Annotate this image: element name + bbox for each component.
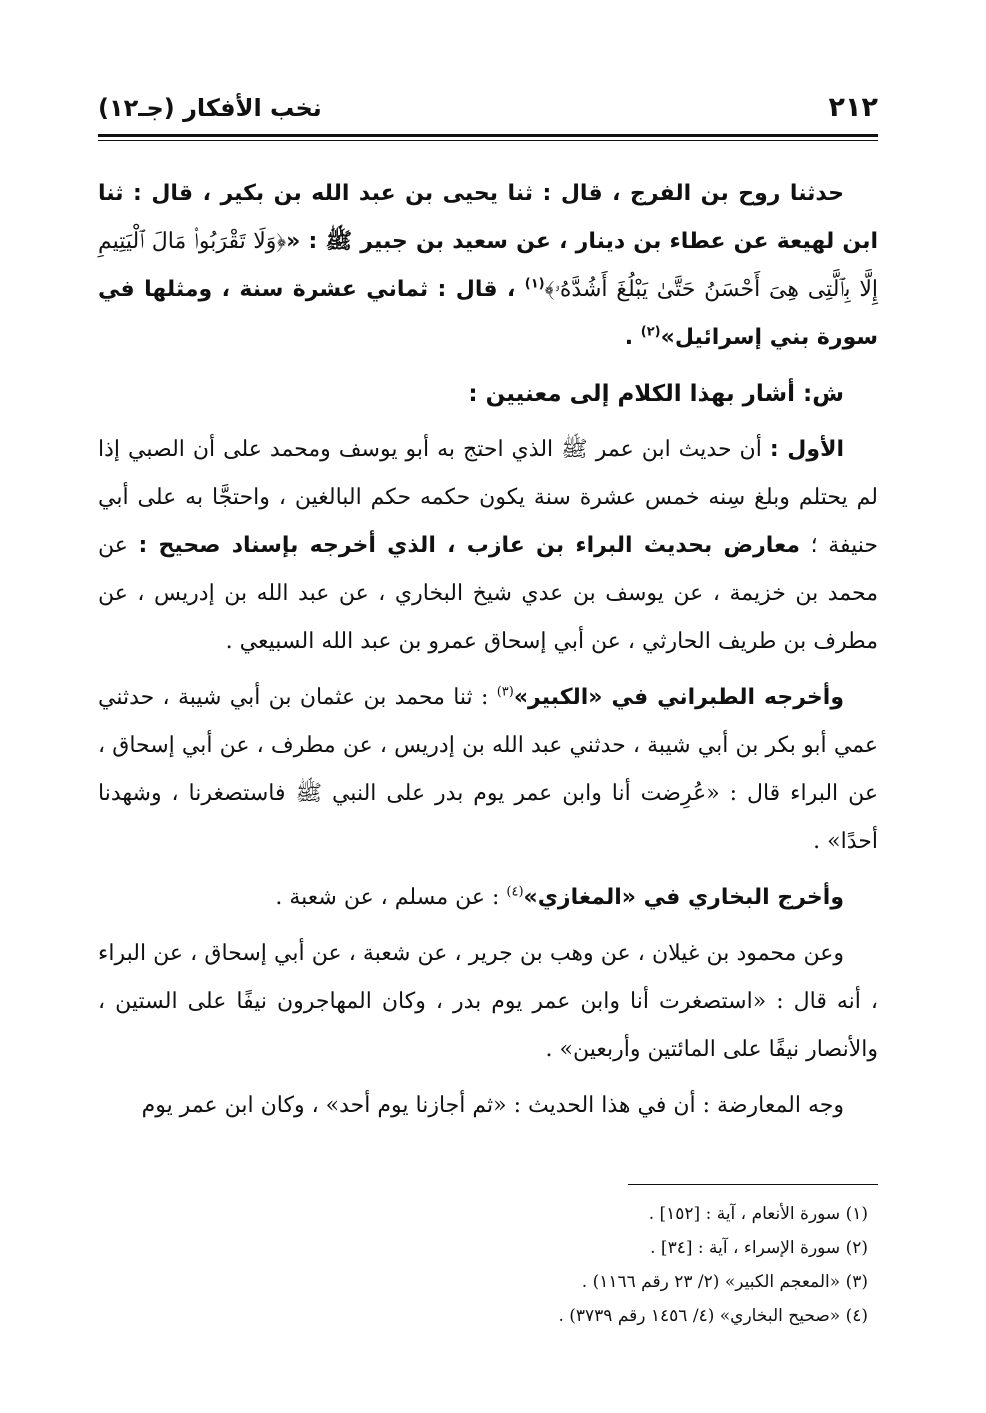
paragraph-tabarani	[98, 674, 878, 866]
header-rule	[98, 134, 878, 137]
p4-lead: وأخرج البخاري في «المغازي»	[523, 885, 844, 910]
paragraph-hadith-isnad	[98, 170, 878, 362]
document-page	[98, 88, 878, 1368]
paragraph-first-meaning	[98, 426, 878, 666]
footnote-2: (٢) سورة الإسراء ، آية : [٣٤] .	[650, 1238, 868, 1258]
section-heading: ش: أشار بهذا الكلام إلى معنيين :	[468, 381, 844, 407]
main-text	[98, 170, 878, 1138]
footnotes	[98, 1184, 878, 1333]
p1-text-b: ، قال : ثماني عشرة سنة ، ومثلها في سورة بني إسرائيل»	[98, 277, 878, 350]
footnote-ref-4[interactable]: (٤)	[506, 884, 524, 900]
paragraph-bukhari	[98, 874, 878, 922]
footnote-1: (١) سورة الأنعام ، آية : [١٥٢] .	[648, 1204, 868, 1224]
p2-lead: الأول :	[769, 437, 844, 462]
p2-text-b: عن محمد بن خزيمة ، عن يوسف بن عدي شيخ البخاري ، عن عبد الله بن إدريس ، عن مطرف بن طريف الحارثي ، عن أبي إسحاق عمرو بن عبد الله السبيعي .	[98, 533, 878, 654]
page-header	[98, 88, 878, 138]
paragraph-contradiction: وجه المعارضة : أن في هذا الحديث : «ثم أجازنا يوم أحد» ، وكان ابن عمر يوم	[141, 1093, 844, 1118]
footnote-ref-1[interactable]: (١)	[524, 276, 545, 292]
footnote-3: (٣) «المعجم الكبير» (٢/ ٢٣ رقم ١١٦٦) .	[581, 1272, 868, 1292]
running-title: نخب الأفكار (جـ١٢)	[98, 94, 322, 122]
paragraph-mahmud: وعن محمود بن غيلان ، عن وهب بن جرير ، عن شعبة ، عن أبي إسحاق ، عن البراء ، أنه قال : «استصغرت أنا وابن عمر يوم بدر ، وكان المهاجرون نيفًا على الستين ، والأنصار نيفًا على المائتين وأربعين» .	[98, 941, 878, 1062]
footnote-ref-2[interactable]: (٢)	[640, 324, 661, 340]
p4-text: : عن مسلم ، عن شعبة .	[275, 885, 507, 910]
footnote-ref-3[interactable]: (٣)	[496, 684, 514, 700]
p3-text: : ثنا محمد بن عثمان بن أبي شيبة ، حدثني عمي أبو بكر بن أبي شيبة ، حدثني عبد الله بن إدريس ، عن مطرف ، عن أبي إسحاق ، عن البراء قال : «عُرِضت أنا وابن عمر يوم بدر على النبي ﷺ فاستصغرنا ، وشهدنا أحدًا» .	[98, 685, 878, 854]
footnote-4: (٤) «صحيح البخاري» (٤/ ١٤٥٦ رقم ٣٧٣٩) .	[558, 1306, 868, 1326]
header-rule-thin	[98, 140, 878, 141]
p2-bold: معارض بحديث البراء بن عازب ، الذي أخرجه بإسناد صحيح :	[138, 533, 801, 558]
page-number: ٢١٢	[828, 92, 878, 123]
p1-text-a: حدثنا روح بن الفرج ، قال : ثنا يحيى بن عبد الله بن بكير ، قال : ثنا ابن لهيعة عن عطاء بن دينار ، عن سعيد بن جبير ﷺ : «	[98, 181, 878, 254]
p3-lead: وأخرجه الطبراني في «الكبير»	[513, 685, 844, 710]
footnote-rule	[628, 1184, 878, 1185]
p1-text-c: .	[624, 325, 641, 350]
p2-text-a: أن حديث ابن عمر ﷺ الذي احتج به أبو يوسف ومحمد على أن الصبي إذا لم يحتلم وبلغ سِنه خمس عشرة سنة يكون حكمه حكم البالغين ، واحتجَّا به على أبي حنيفة ؛	[98, 437, 878, 558]
quran-verse: ﴿وَلَا تَقْرَبُوا۟ مَالَ ٱلْيَتِيمِ إِلَّا بِٱلَّتِى هِىَ أَحْسَنُ حَتَّىٰ يَبْلُغَ أَشُدَّهُۥ﴾	[98, 229, 878, 302]
